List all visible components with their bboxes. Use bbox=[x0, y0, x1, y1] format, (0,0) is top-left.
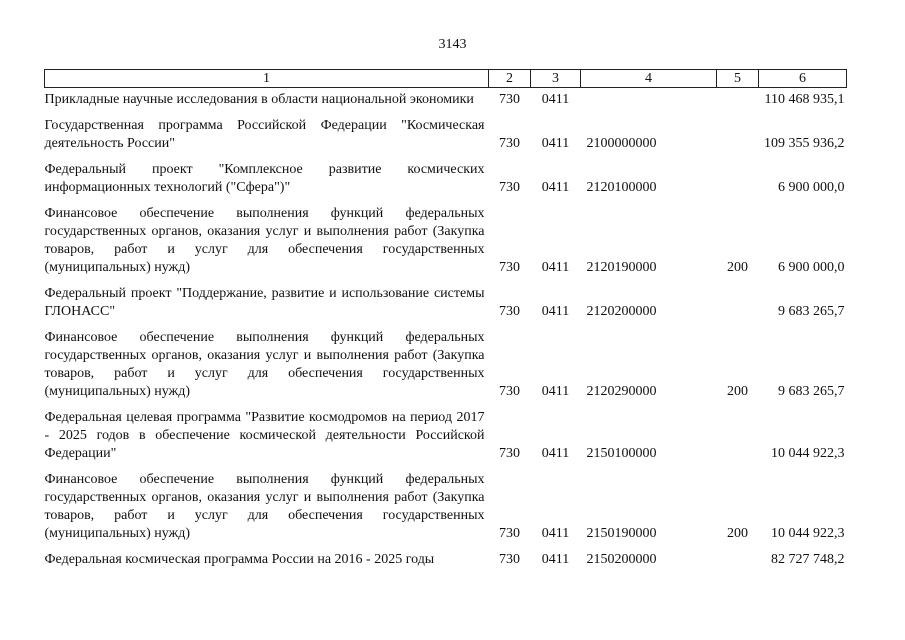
row-name: Федеральный проект "Комплексное развитие космических информационных технологий ("Сфера")" bbox=[44, 162, 485, 195]
row-target bbox=[581, 88, 717, 115]
page-number: 3143 bbox=[438, 37, 467, 52]
row-expense-type: 200 bbox=[727, 384, 748, 399]
row-name: Финансовое обеспечение выполнения функций федеральных государственных органов, оказания услуг и выполнения работ (Закупка товаров, работ и услуг для обеспечения государственных (муниципальных) нужд) bbox=[44, 330, 485, 399]
row-target: 2120190000 bbox=[586, 260, 657, 275]
row-ministry: 730 bbox=[499, 526, 520, 541]
header-col-6: 6 bbox=[759, 70, 847, 88]
row-amount: 9 683 265,7 bbox=[778, 384, 845, 399]
row-name: Федеральная космическая программа России на 2016 - 2025 годы bbox=[44, 552, 435, 567]
row-target: 2150100000 bbox=[586, 446, 657, 461]
row-ministry: 730 bbox=[499, 180, 520, 195]
row-name: Федеральный проект "Поддержание, развитие и использование системы ГЛОНАСС" bbox=[44, 286, 485, 319]
row-name: Государственная программа Российской Федерации "Космическая деятельность России" bbox=[44, 118, 485, 151]
row-amount: 109 355 936,2 bbox=[764, 136, 845, 151]
row-section: 0411 bbox=[541, 136, 570, 151]
row-amount: 6 900 000,0 bbox=[778, 180, 845, 195]
row-ministry: 730 bbox=[499, 136, 520, 151]
row-amount: 10 044 922,3 bbox=[771, 526, 845, 541]
table-row bbox=[45, 282, 847, 326]
row-section: 0411 bbox=[541, 92, 570, 107]
row-section: 0411 bbox=[541, 446, 570, 461]
table-row bbox=[45, 88, 847, 115]
row-section: 0411 bbox=[541, 180, 570, 195]
row-ministry: 730 bbox=[499, 384, 520, 399]
row-ministry: 730 bbox=[499, 92, 520, 107]
row-amount: 6 900 000,0 bbox=[778, 260, 845, 275]
row-section: 0411 bbox=[541, 260, 570, 275]
row-target: 2150200000 bbox=[586, 552, 657, 567]
row-section: 0411 bbox=[541, 384, 570, 399]
header-row bbox=[45, 70, 847, 88]
row-expense-type bbox=[717, 548, 759, 574]
row-target: 2120200000 bbox=[586, 304, 657, 319]
row-expense-type: 200 bbox=[727, 526, 748, 541]
row-amount: 110 468 935,1 bbox=[764, 92, 845, 107]
row-section: 0411 bbox=[541, 304, 570, 319]
header-col-1: 1 bbox=[45, 70, 489, 88]
row-target: 2150190000 bbox=[586, 526, 657, 541]
row-name: Федеральная целевая программа "Развитие космодромов на период 2017 - 2025 годов в обеспечение космической деятельности Российской Федерации" bbox=[44, 410, 485, 461]
row-expense-type: 200 bbox=[727, 260, 748, 275]
header-col-2: 2 bbox=[489, 70, 531, 88]
row-ministry: 730 bbox=[499, 304, 520, 319]
table-row bbox=[45, 548, 847, 574]
row-section: 0411 bbox=[541, 552, 570, 567]
table-row bbox=[45, 468, 847, 548]
row-name: Прикладные научные исследования в области национальной экономики bbox=[44, 92, 474, 107]
table-header bbox=[45, 70, 847, 88]
table-row bbox=[45, 202, 847, 282]
row-section: 0411 bbox=[541, 526, 570, 541]
table-body bbox=[45, 88, 847, 575]
row-expense-type bbox=[717, 158, 759, 202]
table-row bbox=[45, 114, 847, 158]
table-row bbox=[45, 326, 847, 406]
row-ministry: 730 bbox=[499, 446, 520, 461]
row-name: Финансовое обеспечение выполнения функций федеральных государственных органов, оказания услуг и выполнения работ (Закупка товаров, работ и услуг для обеспечения государственных (муниципальных) нужд) bbox=[44, 472, 485, 541]
row-expense-type bbox=[717, 114, 759, 158]
header-col-3: 3 bbox=[531, 70, 581, 88]
row-ministry: 730 bbox=[499, 260, 520, 275]
row-expense-type bbox=[717, 282, 759, 326]
table-row bbox=[45, 158, 847, 202]
row-target: 2100000000 bbox=[586, 136, 657, 151]
row-expense-type bbox=[717, 88, 759, 115]
row-amount: 10 044 922,3 bbox=[771, 446, 845, 461]
row-amount: 9 683 265,7 bbox=[778, 304, 845, 319]
row-expense-type bbox=[717, 406, 759, 468]
row-amount: 82 727 748,2 bbox=[771, 552, 845, 567]
row-ministry: 730 bbox=[499, 552, 520, 567]
row-name: Финансовое обеспечение выполнения функций федеральных государственных органов, оказания услуг и выполнения работ (Закупка товаров, работ и услуг для обеспечения государственных (муниципальных) нужд) bbox=[44, 206, 485, 275]
row-target: 2120100000 bbox=[586, 180, 657, 195]
header-col-5: 5 bbox=[717, 70, 759, 88]
row-target: 2120290000 bbox=[586, 384, 657, 399]
header-col-4: 4 bbox=[581, 70, 717, 88]
budget-table bbox=[44, 69, 847, 574]
table-row bbox=[45, 406, 847, 468]
